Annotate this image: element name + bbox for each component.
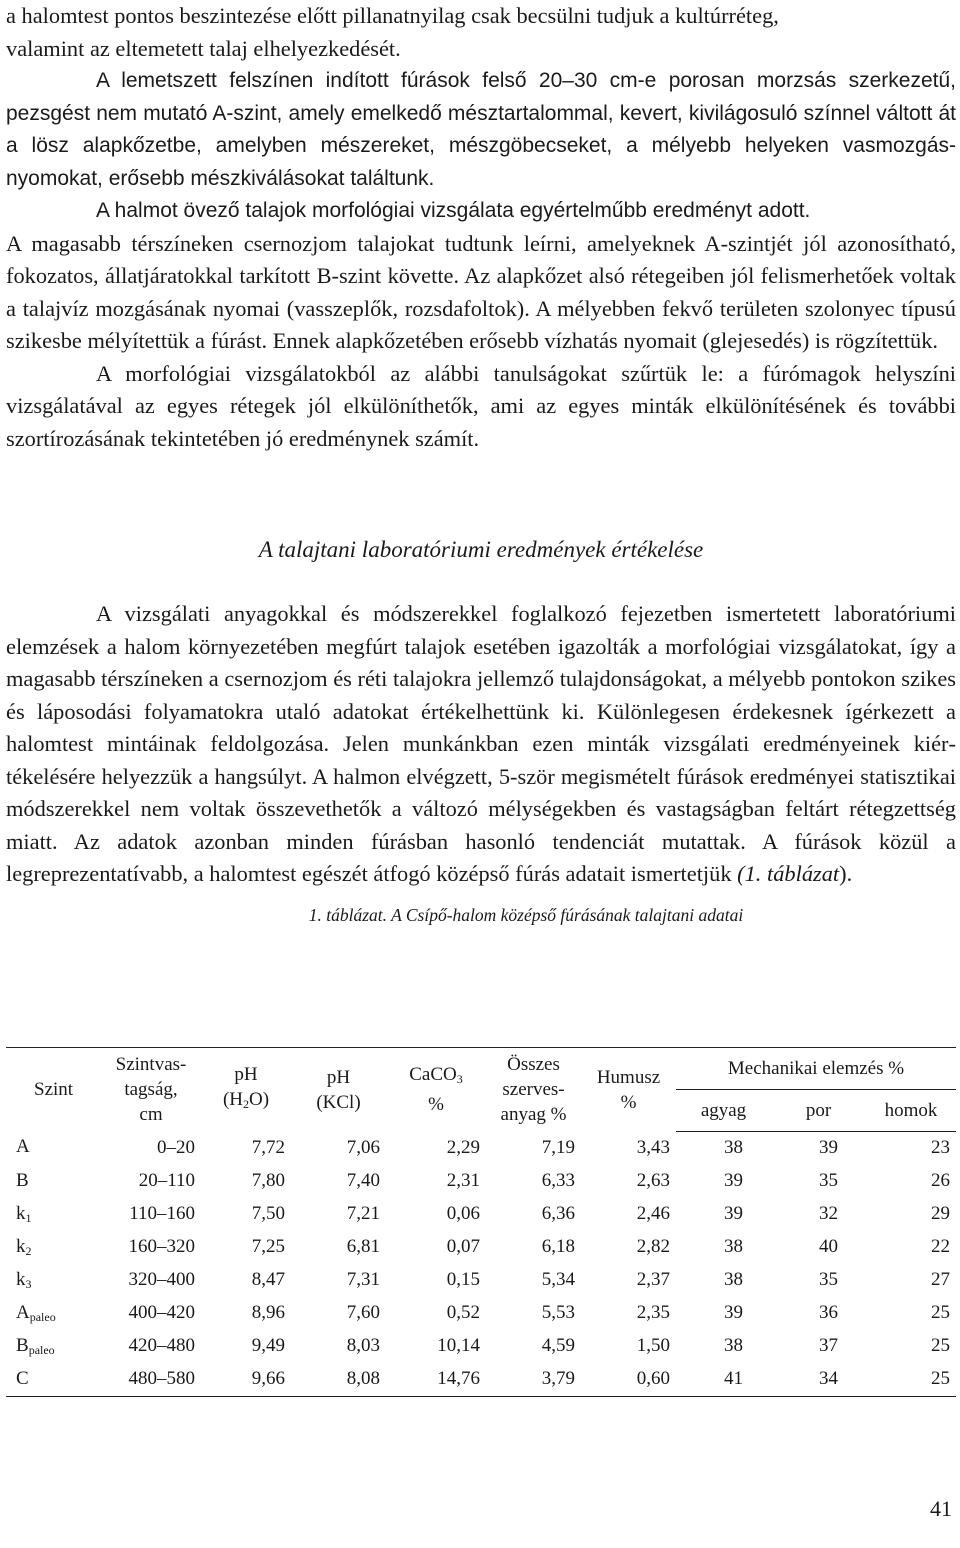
cell-szint [6, 1131, 101, 1165]
cell-ph-kcl: 7,40 [346, 1170, 380, 1191]
cell-por: 34 [771, 1363, 866, 1397]
cell-agyag: 41 [676, 1363, 771, 1397]
cell-humusz: 1,50 [636, 1335, 670, 1356]
header-row [6, 1048, 956, 1090]
table-caption: 1. táblázat. A Csípő-halom középső fúrásának talajtani adatai [308, 904, 744, 925]
cell-homok: 25 [931, 1302, 950, 1323]
cell-ph-kcl: 8,03 [346, 1335, 380, 1356]
paragraph-morphology: A halmot övező talajok morfológiai vizsgálata egyértelműbb eredményt adott. [96, 199, 811, 222]
header-vastagsag [101, 1048, 201, 1132]
szint-label: k [16, 1235, 26, 1257]
cell-caco3: 0,07 [446, 1236, 480, 1257]
header-homok: homok [866, 1089, 956, 1131]
header-text: tagság, [124, 1079, 178, 1100]
cell-caco3: 10,14 [437, 1335, 480, 1356]
cell-szerves: 5,53 [541, 1302, 575, 1323]
header-text: % [428, 1094, 444, 1115]
cell-por: 35 [819, 1170, 838, 1191]
header-text: CaCO [409, 1064, 457, 1085]
header-text: Szintvas- [115, 1054, 187, 1075]
szint-label: A [16, 1301, 30, 1323]
szint-label: B [16, 1334, 29, 1356]
cell-caco3: 2,31 [446, 1170, 480, 1191]
cell-caco3: 0,06 [446, 1203, 480, 1224]
cell-ph-h2o: 9,66 [201, 1363, 291, 1397]
paragraph-chernozem: A magasabb térszíneken csernozjom talajokat tudtunk leírni, amelyeknek A-szintjét jól azonosítható, fokozatos, állatjáratokkal tarkított B-szint követte. Az alapkőzet alsó rétegeiben jól felismerhetőek voltak a talajvíz mozgásának nyomai (vasszeplők, rozsdafoltok). A mélyebben fekvő területen szolonyec típusú szikesbe mélyítettük a fúrást. Ennek alapkőzetében erősebb vízhatás nyomait (glejesedés) is rögzítettük. [6, 230, 956, 353]
cell-homok: 23 [931, 1137, 950, 1158]
cell-vastagsag: 0–20 [157, 1136, 195, 1158]
table-row [6, 1363, 956, 1397]
cell-humusz: 0,60 [581, 1363, 676, 1397]
text-line: valamint az eltemetett talaj elhelyezkedését. [6, 35, 401, 61]
cell-szerves: 3,79 [486, 1363, 581, 1397]
cell-ph-h2o: 7,80 [251, 1170, 285, 1191]
cell-homok: 25 [866, 1363, 956, 1397]
header-caco3 [386, 1048, 486, 1132]
header-ph-h2o [201, 1048, 291, 1132]
cell-szint [6, 1330, 101, 1363]
paragraph-conclusions: A morfológiai vizsgálatokból az alábbi tanulságokat szűrtük le: a fúrómagok helyszíni vizsgálatával az egyes rétegek jól elkülöníthetők, ami az egyes minták elkülönítésének és további szortírozásának tekintetében jó eredménynek számít. [6, 360, 956, 451]
szint-label: k [16, 1202, 26, 1224]
cell-ph-kcl: 8,08 [291, 1363, 386, 1397]
cell-szint [6, 1264, 101, 1297]
header-text: Humusz [596, 1066, 661, 1088]
szint-subscript: 1 [25, 1210, 32, 1225]
szint-label: C [16, 1367, 29, 1389]
cell-agyag: 39 [724, 1170, 743, 1191]
header-text: (KCl) [316, 1091, 361, 1113]
subscript: 2 [243, 1097, 249, 1111]
header-szint: Szint [6, 1048, 101, 1132]
header-text: O) [249, 1089, 270, 1110]
cell-por: 37 [819, 1335, 838, 1356]
header-humusz [581, 1048, 676, 1132]
szint-label: k [16, 1268, 26, 1290]
cell-ph-h2o: 9,49 [251, 1335, 285, 1356]
cell-humusz: 2,63 [636, 1170, 670, 1191]
table-row [6, 1297, 956, 1330]
cell-por: 36 [819, 1302, 838, 1323]
cell-vastagsag: 400–420 [128, 1302, 195, 1323]
cell-vastagsag: 320–400 [128, 1269, 195, 1290]
cell-szint [6, 1231, 101, 1264]
header-text: cm [139, 1104, 163, 1125]
cell-homok: 25 [931, 1335, 950, 1356]
cell-humusz: 3,43 [636, 1136, 670, 1158]
paragraph-text: A vizsgálati anyagokkal és módszerekkel foglalkozó fejezetben ismertetett laboratóriumi elemzések a halom környezetében megfúrt talajok esetében igazolták a morfológiai vizsgálatokat, így a magasabb térszíneken a csernozjom és réti talajokra jellemző tulajdonságokat, a mélyebb pontokon szikes és láposodási folyamatokra utaló adatokat értékelhettünk ki. Különlegesen érdekesnek ígérkezett a halomtest mintáinak feldolgozása. Jelen munkánkban ezen minták vizsgálati eredményeinek kiértékelésére helyezzük a hangsúlyt. A halmon elvégzett, 5-ször megismételt fúrások eredményei statisztikai módszerekkel nem voltak összevethetők a változó mélységekben és vastagságban feltárt rétegzettség miatt. Az adatok azonban minden fúrásban hasonló tendenciát mutattak. A fúrások közül a legreprezentatívabb, a halomtest egészét átfogó középső fúrás adatait ismertetjük [6, 601, 956, 886]
table-row [6, 1198, 956, 1231]
cell-caco3: 14,76 [386, 1363, 486, 1397]
document-page [6, 0, 956, 926]
szint-subscript: paleo [28, 1342, 55, 1357]
cell-homok: 29 [931, 1203, 950, 1224]
header-ph-kcl [291, 1048, 386, 1132]
cell-agyag: 38 [724, 1335, 743, 1356]
table-row [6, 1264, 956, 1297]
szint-label: A [16, 1136, 30, 1158]
cell-homok: 22 [931, 1236, 950, 1257]
section-heading: A talajtani laboratóriumi eredmények értékelése [258, 537, 704, 562]
table-row [6, 1330, 956, 1363]
header-text: pH [326, 1066, 351, 1088]
cell-ph-h2o: 8,47 [251, 1269, 285, 1290]
table-body [6, 1131, 956, 1396]
paragraph-lab-results [6, 598, 956, 891]
header-text: Összes [507, 1054, 560, 1075]
cell-szint [6, 1198, 101, 1231]
cell-ph-kcl: 7,60 [346, 1302, 380, 1323]
cell-agyag: 38 [724, 1137, 743, 1158]
szint-label: B [16, 1169, 29, 1191]
cell-humusz: 2,35 [636, 1302, 670, 1323]
paragraph-continuation [6, 0, 956, 65]
header-text: (H [222, 1089, 243, 1110]
cell-ph-h2o: 7,25 [251, 1236, 285, 1257]
table-row [6, 1231, 956, 1264]
cell-humusz: 2,46 [636, 1203, 670, 1224]
paragraph-end: ). [839, 861, 853, 886]
cell-ph-h2o: 8,96 [251, 1302, 285, 1323]
cell-vastagsag: 110–160 [129, 1203, 195, 1224]
header-por: por [771, 1089, 866, 1131]
cell-agyag: 39 [724, 1302, 743, 1323]
subscript: 3 [456, 1072, 463, 1086]
cell-por: 39 [819, 1137, 838, 1158]
header-szerves [486, 1048, 581, 1132]
cell-szerves: 6,36 [541, 1203, 575, 1224]
cell-szint [6, 1297, 101, 1330]
table-header [6, 1048, 956, 1132]
cell-por: 35 [819, 1269, 838, 1290]
header-mechanikai: Mechanikai elemzés % [676, 1048, 956, 1090]
cell-agyag: 38 [724, 1236, 743, 1257]
paragraph-drilling: A lemetszett felszínen indított fúrások felső 20–30 cm-e porosan morzsás szerkezetű, pezsgést nem mutató A-szint, amely emelkedő mésztartalommal, kevert, kivilágosuló színnel váltott át a lösz alapkőzetbe, amelyben mészereket, mészgöbecseket, a mélyebb helyeken vasmozgás-nyomokat, erősebb mészkiválásokat találtunk. [6, 69, 956, 190]
table-row [6, 1165, 956, 1198]
cell-vastagsag: 160–320 [128, 1236, 195, 1257]
cell-vastagsag: 420–480 [128, 1335, 195, 1356]
cell-szerves: 7,19 [541, 1136, 575, 1158]
header-text: szerves- [502, 1079, 565, 1100]
header-agyag: agyag [676, 1089, 771, 1131]
szint-subscript: 2 [25, 1243, 32, 1258]
text-line: a halomtest pontos beszintezése előtt pillanatnyilag csak becsülni tudjuk a kultúrréteg, [6, 3, 779, 28]
soil-data-table [6, 1047, 956, 1397]
cell-ph-kcl: 6,81 [346, 1236, 380, 1257]
header-text: anyag % [500, 1104, 567, 1125]
header-text: pH [234, 1064, 258, 1085]
cell-ph-h2o: 7,50 [251, 1203, 285, 1224]
table-row [6, 1131, 956, 1165]
cell-ph-kcl: 7,21 [346, 1203, 380, 1224]
header-text: % [620, 1091, 637, 1113]
cell-szint [6, 1363, 101, 1397]
cell-szerves: 6,33 [541, 1170, 575, 1191]
cell-caco3: 0,52 [446, 1302, 480, 1323]
cell-ph-h2o: 7,72 [251, 1136, 285, 1158]
cell-humusz: 2,82 [636, 1236, 670, 1257]
cell-por: 32 [819, 1203, 838, 1224]
page-number: 41 [930, 1496, 952, 1521]
cell-ph-kcl: 7,31 [346, 1269, 380, 1290]
cell-por: 40 [819, 1236, 838, 1257]
cell-szint [6, 1165, 101, 1198]
cell-vastagsag: 480–580 [101, 1363, 201, 1397]
cell-caco3: 2,29 [446, 1136, 480, 1158]
cell-homok: 26 [931, 1170, 950, 1191]
cell-caco3: 0,15 [446, 1269, 480, 1290]
cell-szerves: 6,18 [541, 1236, 575, 1257]
cell-vastagsag: 20–110 [138, 1170, 195, 1191]
szint-subscript: paleo [29, 1309, 56, 1324]
table-reference: (1. táblázat [737, 861, 840, 886]
cell-homok: 27 [931, 1269, 950, 1290]
cell-agyag: 38 [724, 1269, 743, 1290]
cell-szerves: 4,59 [541, 1335, 575, 1356]
szint-subscript: 3 [25, 1276, 32, 1291]
cell-humusz: 2,37 [636, 1269, 670, 1290]
cell-szerves: 5,34 [541, 1269, 575, 1290]
cell-agyag: 39 [724, 1203, 743, 1224]
cell-ph-kcl: 7,06 [346, 1136, 380, 1158]
